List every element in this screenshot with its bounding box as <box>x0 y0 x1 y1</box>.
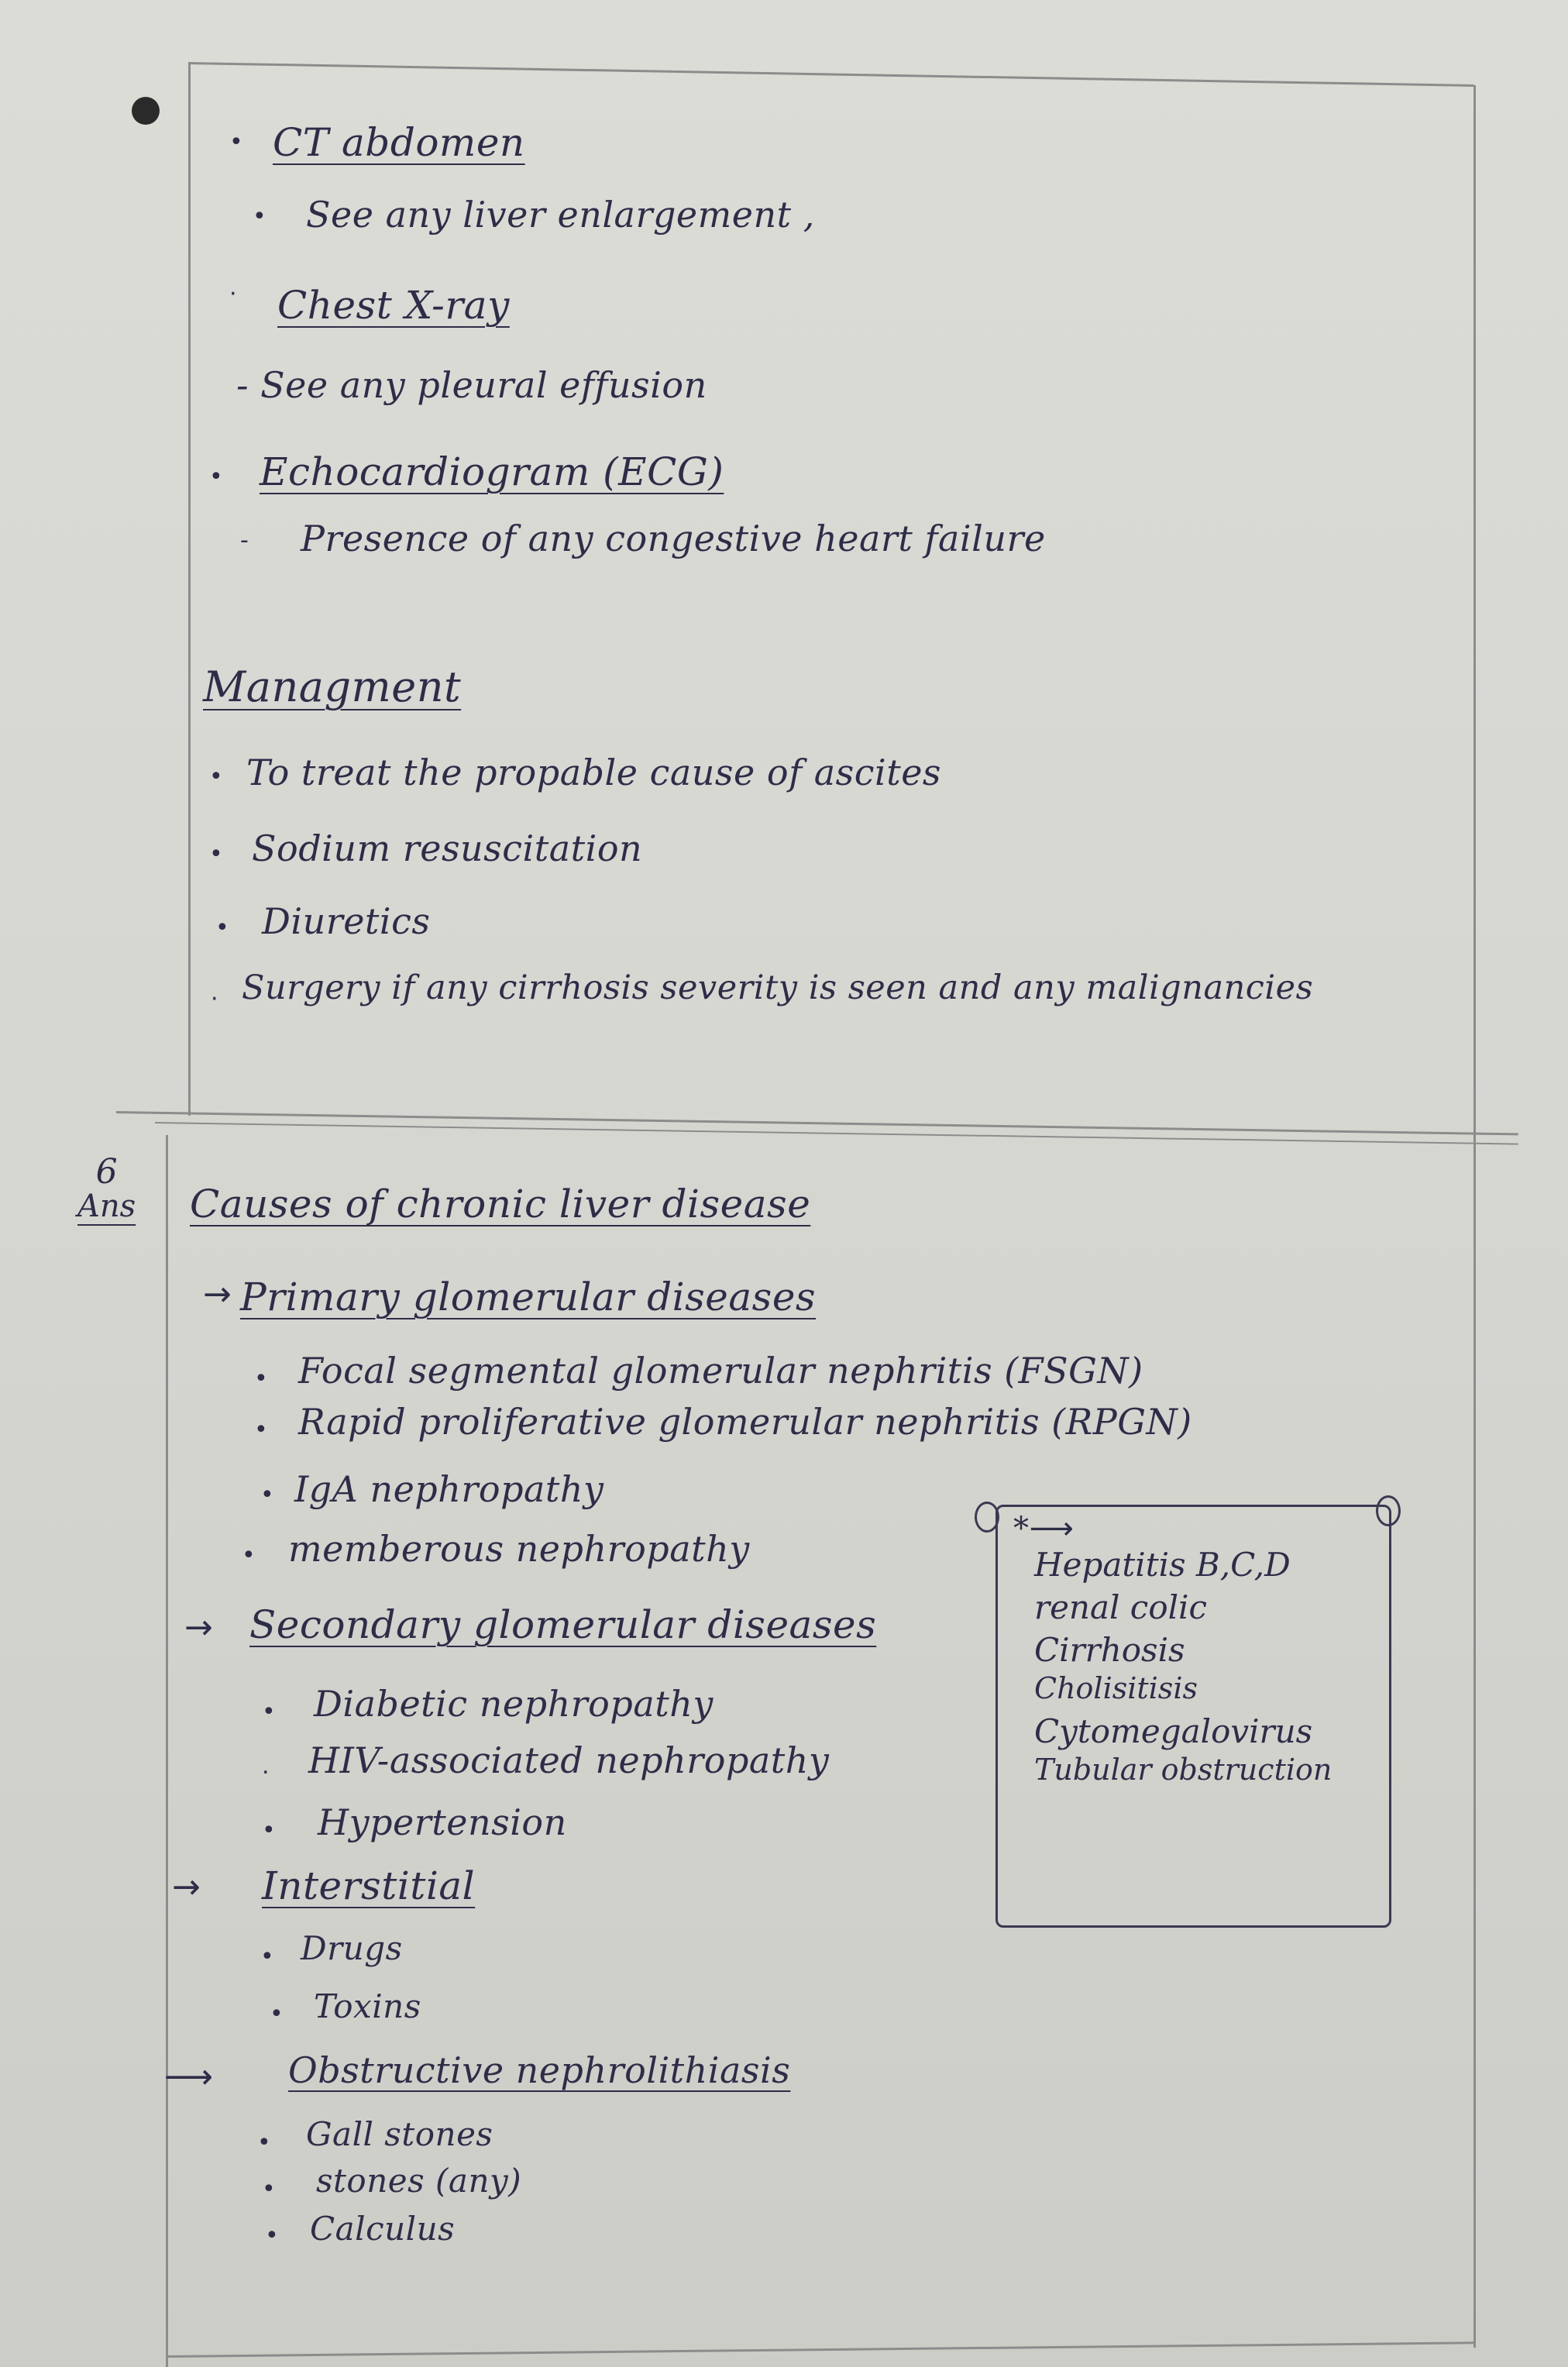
asterisk-icon: * <box>1013 1511 1030 1546</box>
echo-heading: Echocardiogram (ECG) <box>260 449 724 494</box>
bullet-dot: • <box>209 841 223 868</box>
question-number-value: 6 <box>95 1152 118 1192</box>
question-number <box>77 1154 136 1223</box>
arrow-icon: → <box>184 1608 213 1647</box>
bullet-dot: • <box>262 1817 276 1844</box>
interstitial-item: Drugs <box>301 1929 403 1967</box>
primary-item: IgA nephropathy <box>294 1468 604 1510</box>
bullet-dot: • <box>270 2001 284 2028</box>
arrow-icon: → <box>203 1275 232 1314</box>
management-heading: Managment <box>203 662 462 711</box>
arrow-icon: ⟶ <box>1029 1511 1075 1546</box>
box-marker <box>1013 1511 1074 1546</box>
xray-note: - See any pleural effusion <box>236 364 707 406</box>
bullet-dot: • <box>215 914 229 941</box>
bullet-dot: • <box>242 1542 256 1569</box>
bullet-dot: • <box>260 1481 274 1509</box>
secondary-item: Diabetic nephropathy <box>314 1683 714 1725</box>
obstructive-item: Calculus <box>310 2210 456 2248</box>
bullet-dot: • <box>229 129 243 156</box>
bullet-dot: • <box>262 2176 276 2203</box>
bullet-dash: • <box>253 203 266 230</box>
box-item: Cytomegalovirus <box>1034 1712 1313 1750</box>
bullet-dash: - <box>240 527 249 554</box>
obstructive-item: stones (any) <box>316 2162 522 2200</box>
box-item: renal colic <box>1034 1588 1208 1626</box>
primary-item: memberous nephropathy <box>288 1528 750 1570</box>
bullet-dot: • <box>265 2222 279 2249</box>
bullet-dot: • <box>209 763 223 790</box>
bullet-dot: · <box>229 280 237 308</box>
primary-heading: Primary glomerular diseases <box>240 1275 817 1319</box>
box-item: Cirrhosis <box>1034 1631 1185 1669</box>
answer-label: Ans <box>77 1189 136 1225</box>
box-item: Tubular obstruction <box>1034 1753 1332 1787</box>
echo-note: Presence of any congestive heart failure <box>301 518 1046 559</box>
secondary-item: HIV-associated nephropathy <box>308 1739 830 1781</box>
lower-left-margin-line <box>166 1135 168 2367</box>
management-item: Sodium resuscitation <box>252 827 643 869</box>
answer-title: Causes of chronic liver disease <box>190 1182 811 1227</box>
bullet-dot: • <box>254 1416 268 1443</box>
box-item: Cholisitisis <box>1034 1671 1198 1705</box>
bullet-dot: • <box>257 2129 271 2156</box>
interstitial-heading: Interstitial <box>262 1863 476 1908</box>
punch-hole <box>132 97 160 125</box>
box-curl-left <box>975 1502 999 1533</box>
primary-item: Focal segmental glomerular nephritis (FSGN) <box>298 1350 1143 1392</box>
arrow-icon: → <box>172 1867 201 1907</box>
bullet-dot: · <box>211 986 218 1013</box>
obstructive-heading: Obstructive nephrolithiasis <box>288 2049 791 2091</box>
management-item: To treat the propable cause of ascites <box>246 752 942 793</box>
ct-heading: CT abdomen <box>273 120 525 165</box>
management-item: Surgery if any cirrhosis severity is seen and any malignancies <box>242 968 1314 1007</box>
top-border-line <box>188 62 1474 87</box>
bullet-dot: • <box>209 463 223 490</box>
left-margin-line <box>188 62 191 1116</box>
primary-item: Rapid proliferative glomerular nephritis (RPGN) <box>298 1401 1192 1443</box>
obstructive-item: Gall stones <box>306 2115 493 2153</box>
bullet-dot: . <box>262 1753 270 1780</box>
right-border-line <box>1473 85 1476 2348</box>
ct-note: See any liver enlargement , <box>306 194 815 236</box>
bullet-dot: • <box>262 1698 276 1725</box>
box-curl-right <box>1376 1495 1401 1526</box>
management-item: Diuretics <box>262 900 431 942</box>
secondary-heading: Secondary glomerular diseases <box>249 1602 877 1647</box>
arrow-icon: ⟶ <box>164 2057 214 2097</box>
xray-heading: Chest X-ray <box>277 283 510 328</box>
bullet-dot: • <box>254 1365 268 1392</box>
box-item: Hepatitis B,C,D <box>1034 1546 1291 1584</box>
section-divider-line-2 <box>155 1122 1518 1145</box>
bullet-dot: • <box>260 1943 274 1970</box>
interstitial-item: Toxins <box>314 1987 421 2025</box>
bottom-border-line <box>166 2341 1475 2358</box>
secondary-item: Hypertension <box>318 1801 567 1843</box>
